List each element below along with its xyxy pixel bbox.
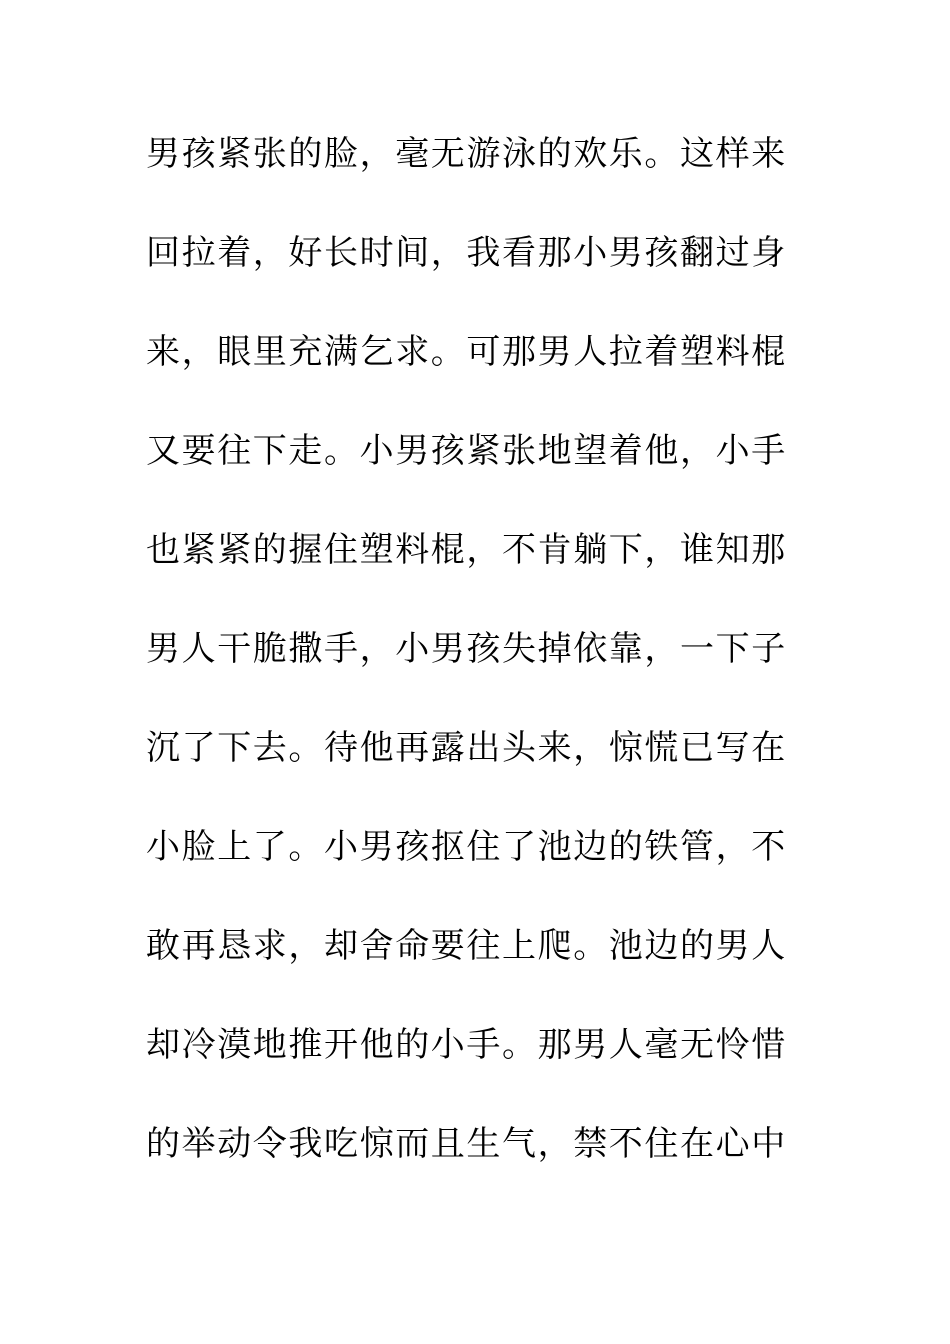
text-line: 男孩紧张的脸，毫无游泳的欢乐。这样来 (146, 134, 787, 174)
text-line: 沉了下去。待他再露出头来，惊慌已写在 (146, 728, 787, 768)
text-line: 小脸上了。小男孩抠住了池边的铁管，不 (146, 827, 787, 867)
text-line: 却冷漠地推开他的小手。那男人毫无怜惜 (146, 1025, 787, 1065)
text-line: 来，眼里充满乞求。可那男人拉着塑料棍 (146, 332, 787, 372)
text-line: 敢再恳求，却舍命要往上爬。池边的男人 (146, 926, 787, 966)
body-text (146, 126, 816, 1215)
text-line: 也紧紧的握住塑料棍，不肯躺下，谁知那 (146, 530, 787, 570)
text-line: 男人干脆撒手，小男孩失掉依靠，一下子 (146, 629, 787, 669)
text-line: 的举动令我吃惊而且生气，禁不住在心中 (146, 1124, 787, 1164)
text-line: 又要往下走。小男孩紧张地望着他，小手 (146, 431, 787, 471)
text-line: 回拉着，好长时间，我看那小男孩翻过身 (146, 233, 787, 273)
